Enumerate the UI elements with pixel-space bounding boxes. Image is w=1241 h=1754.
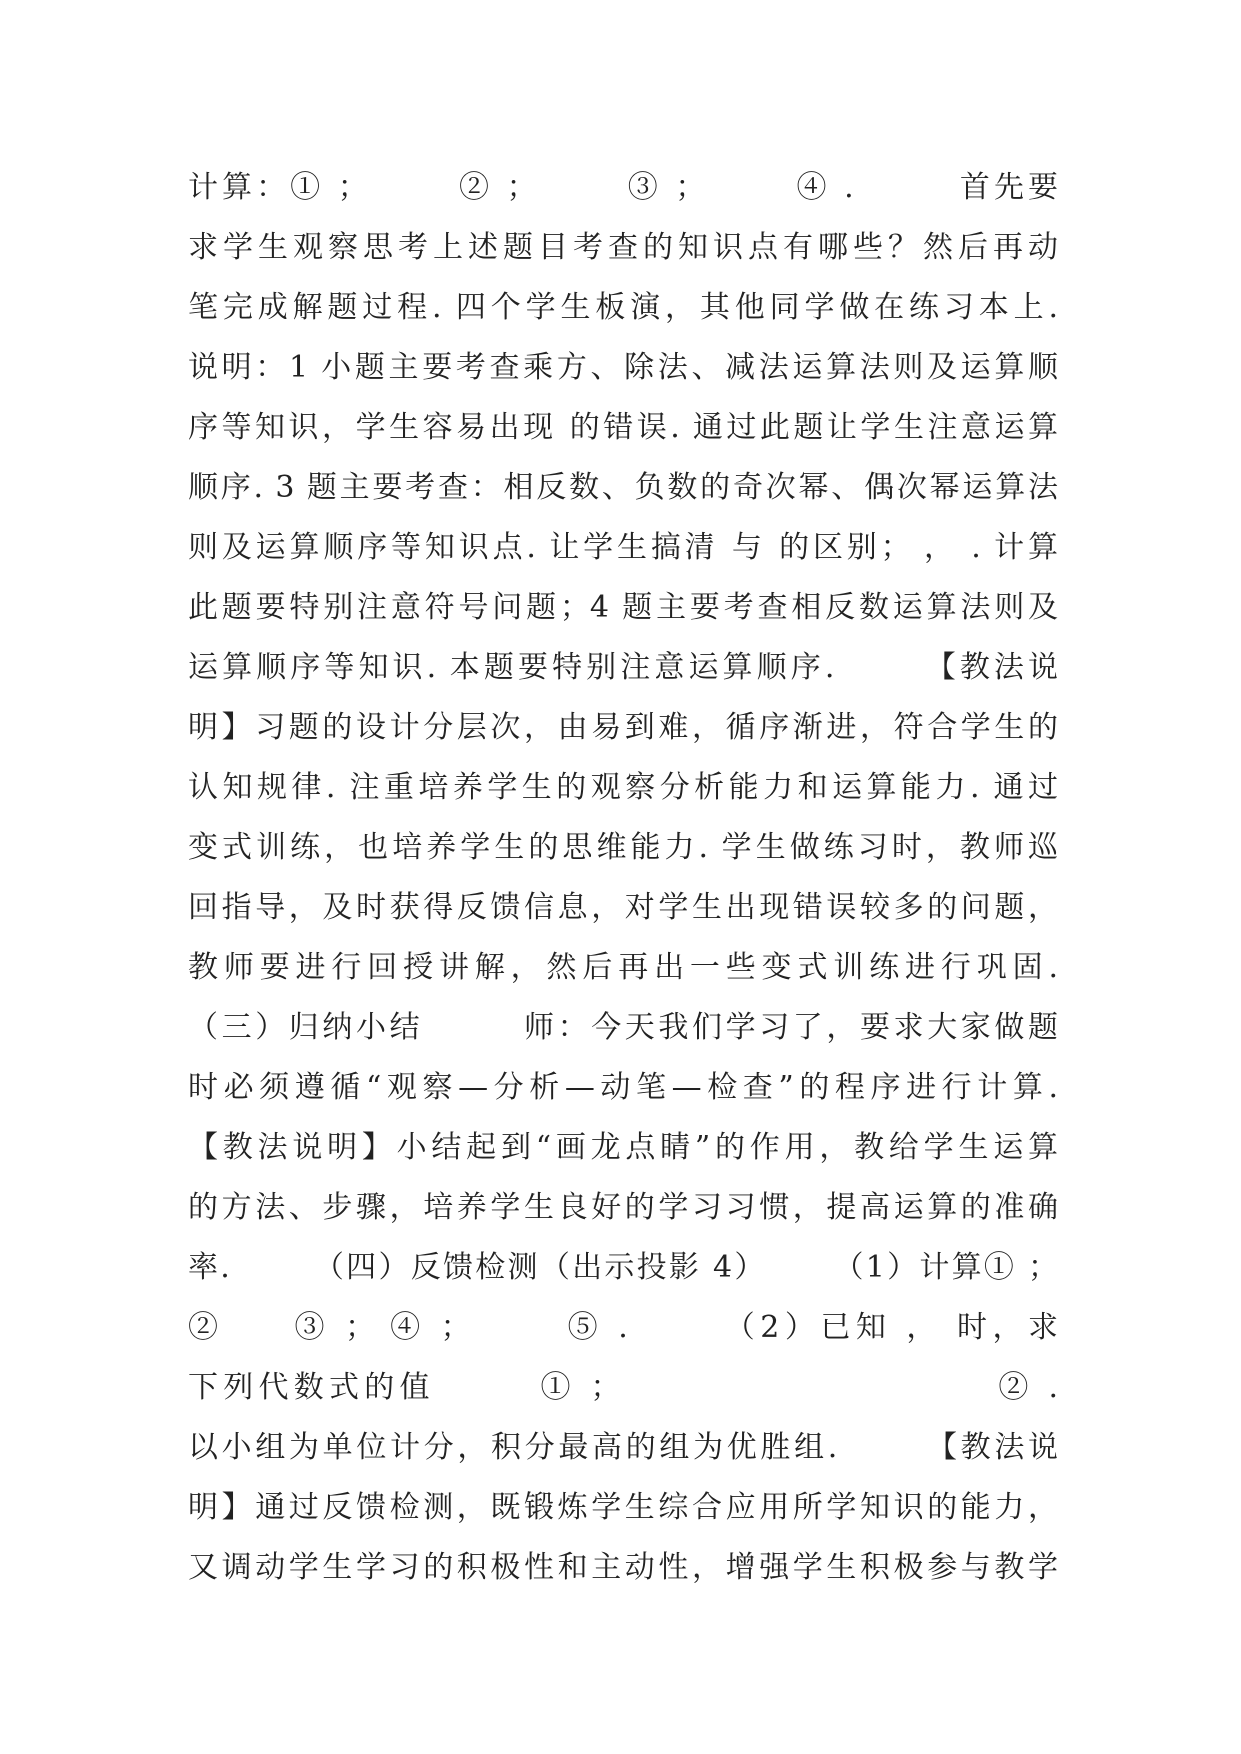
text-line: 回指导，及时获得反馈信息，对学生出现错误较多的问题， — [188, 890, 1058, 925]
text-line: 序等知识，学生容易出现 的错误. 通过此题让学生注意运算 — [188, 410, 1058, 445]
text-line: 变式训练，也培养学生的思维能力. 学生做练习时，教师巡 — [188, 830, 1058, 865]
text-line: 又调动学生学习的积极性和主动性，增强学生积极参与教学 — [188, 1550, 1058, 1585]
text-line: 明】通过反馈检测，既锻炼学生综合应用所学知识的能力， — [188, 1490, 1058, 1525]
text-line: （三）归纳小结 师：今天我们学习了，要求大家做题 — [188, 1010, 1058, 1045]
text-line: 认知规律. 注重培养学生的观察分析能力和运算能力. 通过 — [188, 770, 1058, 805]
text-line: 计算：① ； ② ； ③ ； ④ . 首先要 — [188, 170, 1058, 205]
text-line: 求学生观察思考上述题目考查的知识点有哪些？然后再动 — [188, 230, 1058, 265]
text-line: 时必须遵循“观察—分析—动笔—检查”的程序进行计算. — [188, 1070, 1058, 1105]
text-line: 顺序. 3 题主要考查：相反数、负数的奇次幂、偶次幂运算法 — [188, 470, 1058, 505]
text-line: 则及运算顺序等知识点. 让学生搞清 与 的区别； ， . 计算 — [188, 530, 1058, 565]
body-text — [188, 158, 1058, 1598]
text-line: 教师要进行回授讲解，然后再出一些变式训练进行巩固. — [188, 950, 1058, 985]
text-line: 【教法说明】小结起到“画龙点睛”的作用，教给学生运算 — [188, 1130, 1058, 1165]
text-line: 率. （四）反馈检测（出示投影 4） （1）计算① ； — [188, 1250, 1058, 1285]
text-line: 下列代数式的值 ① ； ② . — [188, 1370, 1058, 1405]
text-line: 运算顺序等知识. 本题要特别注意运算顺序. 【教法说 — [188, 650, 1058, 685]
text-line: 以小组为单位计分，积分最高的组为优胜组. 【教法说 — [188, 1430, 1058, 1465]
text-line: 说明：1 小题主要考查乘方、除法、减法运算法则及运算顺 — [188, 350, 1058, 385]
text-line: 笔完成解题过程. 四个学生板演，其他同学做在练习本上. — [188, 290, 1058, 325]
text-line: ② ③ ； ④ ； ⑤ . （2）已知 ， 时，求 — [188, 1310, 1058, 1345]
text-line: 此题要特别注意符号问题；4 题主要考查相反数运算法则及 — [188, 590, 1058, 625]
text-line: 的方法、步骤，培养学生良好的学习习惯，提高运算的准确 — [188, 1190, 1058, 1225]
text-line: 明】习题的设计分层次，由易到难，循序渐进，符合学生的 — [188, 710, 1058, 745]
